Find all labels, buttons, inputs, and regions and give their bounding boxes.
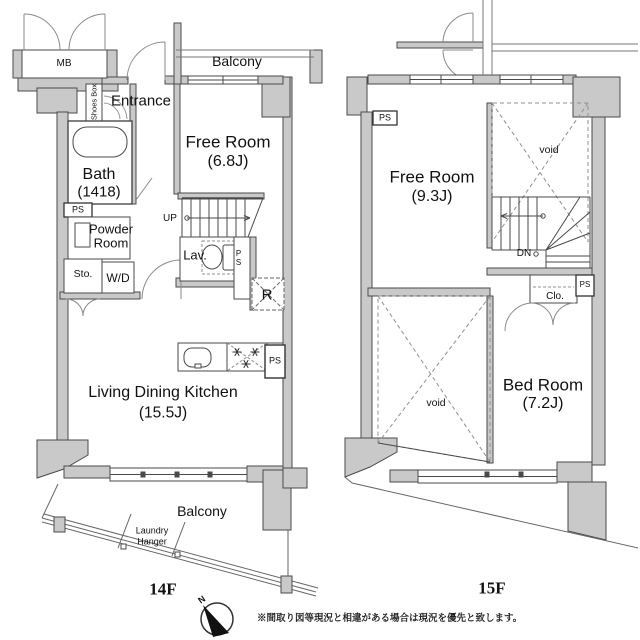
void-upper-area [492,103,588,242]
label-laundry-2: Hanger [137,536,167,547]
room-size-free-room-14f: (6.8J) [207,153,249,170]
room-label-ldk: Living Dining Kitchen [88,384,238,401]
window-bedroom [418,470,557,483]
label-ps-kitchen: PS [268,355,282,366]
room-label-powder-2: Room [93,235,129,251]
room-label-shoes-box: Shoes Box [89,83,99,121]
floorplan-15f [345,0,638,548]
label-ps-shaft: PS [234,249,243,267]
entrance-door-icon [127,42,165,80]
ps-shaft [234,237,250,299]
room-size-ldk: (15.5J) [138,404,188,422]
label-ps-stair: PS [579,280,591,289]
stairs-down [492,197,590,268]
room-label-balcony-bottom: Balcony [177,503,227,519]
mb-door-icon [24,14,105,50]
room-label-lavatory: Lav. [183,247,207,263]
room-label-entrance: Entrance [110,92,172,110]
bath-door-icon [136,178,152,200]
bedroom-door-icon [505,303,533,331]
window-free-room [188,76,258,84]
room-label-closet: Clo. [546,291,564,302]
label-washer-dryer: W/D [106,271,130,285]
floor-label-15f: 15F [478,578,506,598]
floor-label-14f: 14F [149,579,177,599]
room-label-balcony-top: Balcony [212,53,262,69]
label-stairs-up: UP [163,213,177,224]
room-label-bath: Bath [82,166,116,183]
label-ps-bath: PS [71,204,85,215]
room-label-bed-room: Bed Room [502,375,584,395]
room-label-powder-1: Powder [88,221,134,237]
void-lower-area [378,296,490,462]
storage-doors-icon [66,299,100,316]
label-void-lower: void [426,396,446,409]
compass-icon [201,603,233,637]
ldk-door-icon [142,260,181,299]
label-refrigerator: R [261,286,273,304]
laundry-hanger-icon [118,514,185,557]
room-size-bed-room: (7.2J) [522,395,564,412]
closet-doors-icon [532,303,575,325]
room-label-storage: Sto. [73,267,93,280]
bathtub-icon [73,127,127,157]
vanity-icon [75,223,90,247]
stove-icon [227,343,267,371]
disclaimer-note: ※間取り図等現況と相違がある場合は現況を優先と致します。 [257,613,523,624]
room-label-mb: MB [56,58,72,69]
room-size-free-room-15f: (9.3J) [411,188,453,205]
room-label-free-room-15f: Free Room [389,167,475,187]
label-void-upper: void [539,143,559,156]
label-stairs-down: DN [516,248,532,259]
roof-railing [483,0,638,75]
label-ps-top-15f: PS [378,112,392,123]
window-ldk [110,468,247,481]
stairs-up [182,198,263,237]
room-label-free-room-14f: Free Room [185,132,271,152]
room-size-bath: (1418) [77,183,121,201]
compass-north-label: N [196,593,208,606]
label-laundry-1: Laundry [135,525,169,536]
